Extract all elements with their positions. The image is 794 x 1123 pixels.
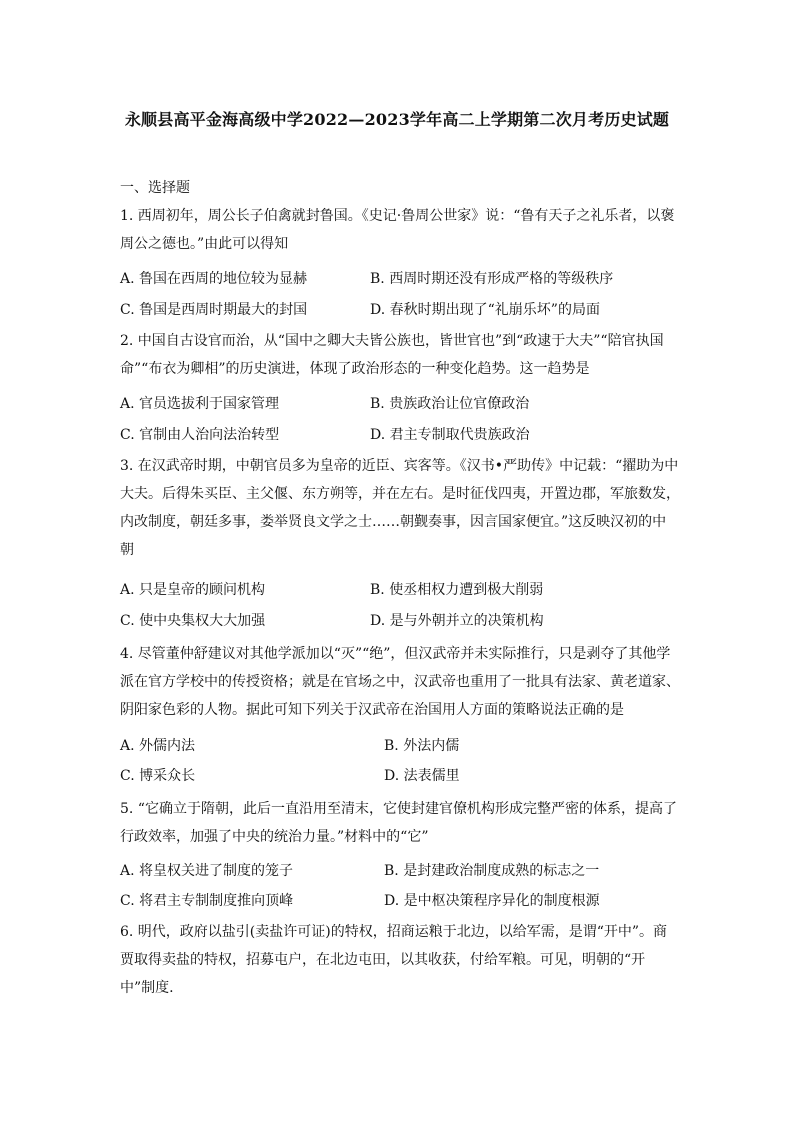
question-3-option-a: A. 只是皇帝的顾问机构 [120, 582, 266, 598]
question-3-stem: 3. 在汉武帝时期，中朝官员多为皇帝的近臣、宾客等。《汉书•严助传》中记载：“擢助为中大夫。后得朱买臣、主父偃、东方朔等，并在左右。是时征伐四夷，开置边郡，军旅数发，内改制度，朝廷多事，娄举贤良文学之士……朝觐奏事，因言国家便宜。”这反映汉初的中朝 [120, 458, 680, 558]
question-2-option-b: B. 贵族政治让位官僚政治 [370, 396, 530, 412]
question-4-option-d: D. 法表儒里 [384, 768, 460, 784]
question-3-option-c: C. 使中央集权大大加强 [120, 613, 266, 629]
question-5-stem: 5. “它确立于隋朝，此后一直沿用至清末，它使封建官僚机构形成完整严密的体系，提高了行政效率，加强了中央的统治力量。”材料中的“它” [120, 801, 677, 845]
question-4-stem: 4. 尽管董仲舒建议对其他学派加以“灭”“绝”，但汉武帝并未实际推行，只是剥夺了其他学派在官方学校中的传授资格；就是在官场之中，汉武帝也重用了一批具有法家、黄老道家、阴阳家色彩的人物。据此可知下列关于汉武帝在治国用人方面的策略说法正确的是 [120, 646, 680, 718]
exam-title: 永顺县高平金海高级中学2022—2023学年高二上学期第二次月考历史试题 [124, 110, 670, 129]
question-2-option-c: C. 官制由人治向法治转型 [120, 427, 280, 443]
question-2-option-a: A. 官员选拔利于国家管理 [120, 396, 280, 412]
question-4-option-a: A. 外儒内法 [120, 738, 196, 754]
question-4-option-b: B. 外法内儒 [384, 738, 460, 754]
question-3-option-b: B. 使丞相权力遭到极大削弱 [370, 582, 544, 598]
question-2-stem: 2. 中国自古设官而治，从“国中之卿大夫皆公族也，皆世官也”到“政逮于大夫”“陪官执国命”“布衣为卿相”的历史演进，体现了政治形态的一种变化趋势。这一趋势是 [120, 333, 664, 377]
question-5-option-a: A. 将皇权关进了制度的笼子 [120, 863, 294, 879]
question-1-option-b: B. 西周时期还没有形成严格的等级秩序 [370, 271, 614, 287]
question-1-option-d: D. 春秋时期出现了“礼崩乐坏”的局面 [370, 302, 600, 318]
question-5-option-b: B. 是封建政治制度成熟的标志之一 [384, 863, 600, 879]
question-3-option-d: D. 是与外朝并立的决策机构 [370, 613, 544, 629]
question-4-option-c: C. 博采众长 [120, 768, 196, 784]
question-6-stem: 6. 明代，政府以盐引(卖盐许可证)的特权，招商运粮于北边，以给军需，是谓“开中”。商贾取得卖盐的特权，招募屯户，在北边屯田，以其收获，付给军粮。可见，明朝的“开中”制度. [120, 924, 668, 996]
question-1-stem: 1. 西周初年，周公长子伯禽就封鲁国。《史记·鲁周公世家》说：“鲁有天子之礼乐者，以褒周公之德也。”由此可以得知 [120, 208, 675, 252]
question-2-option-d: D. 君主专制取代贵族政治 [370, 427, 530, 443]
question-5-option-c: C. 将君主专制制度推向顶峰 [120, 893, 294, 909]
question-1-option-a: A. 鲁国在西周的地位较为显赫 [120, 271, 308, 287]
section-heading: 一、选择题 [120, 180, 190, 196]
question-1-option-c: C. 鲁国是西周时期最大的封国 [120, 302, 308, 318]
question-5-option-d: D. 是中枢决策程序异化的制度根源 [384, 893, 600, 909]
